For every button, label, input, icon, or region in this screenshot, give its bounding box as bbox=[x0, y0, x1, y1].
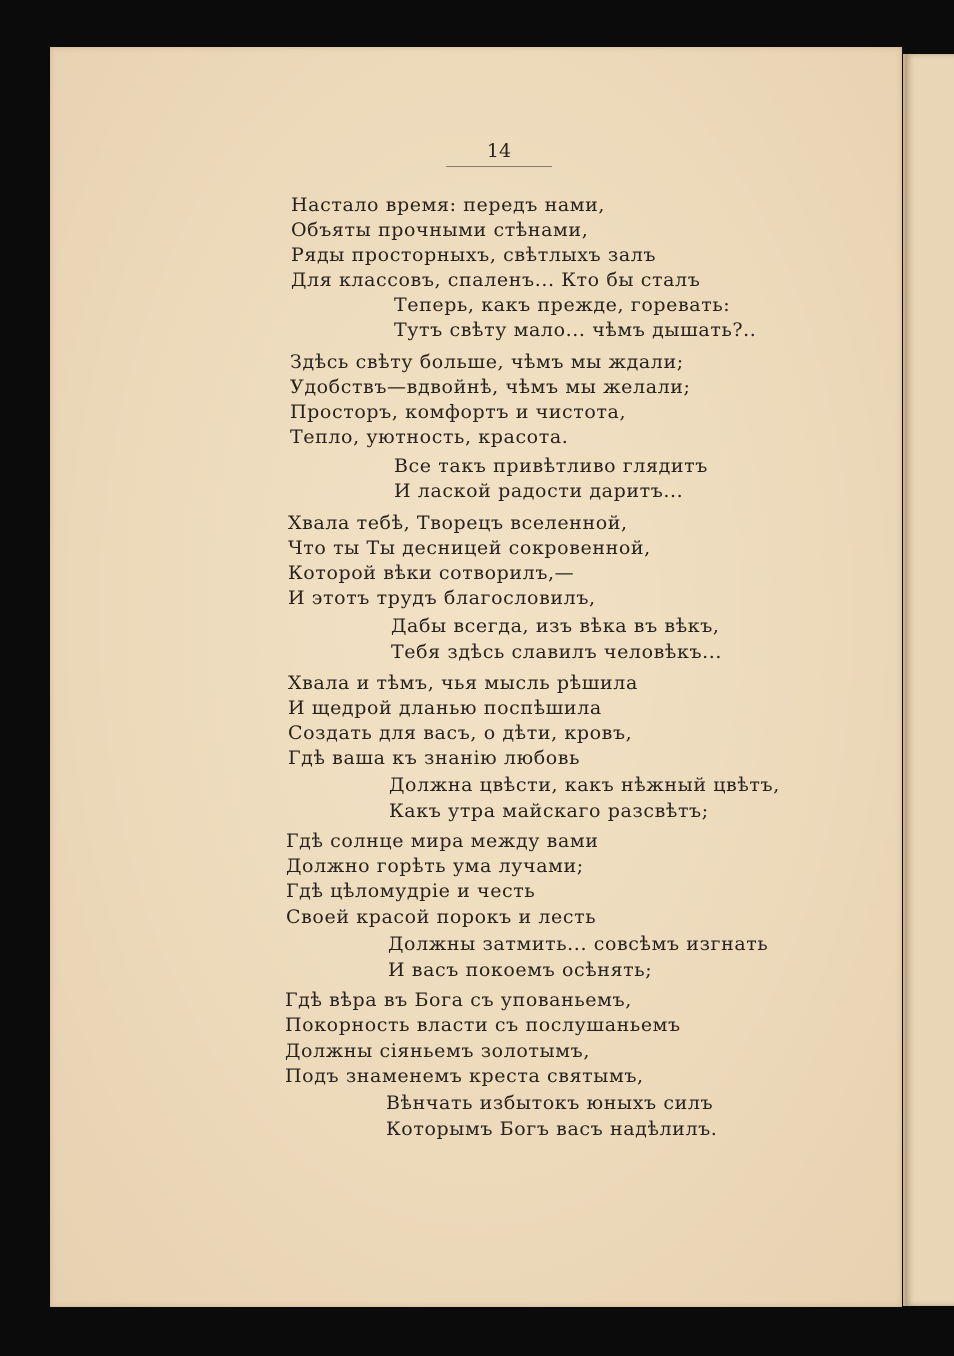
poem-line: Для классовъ, спаленъ... Кто бы сталъ bbox=[291, 269, 701, 291]
poem-line: И васъ покоемъ осѣнять; bbox=[388, 959, 653, 981]
poem-line: Должно горѣть ума лучами; bbox=[286, 855, 584, 877]
poem-line: Покорность власти съ послушаньемъ bbox=[285, 1014, 681, 1036]
poem-line: Какъ утра майскаго разсвѣтъ; bbox=[389, 800, 709, 822]
poem-line: Которой вѣки сотворилъ,— bbox=[288, 562, 575, 584]
poem-line: Гдѣ цѣломудріе и честь bbox=[286, 880, 536, 902]
poem-line: Тепло, уютность, красота. bbox=[290, 426, 569, 448]
poem-line: Гдѣ вѣра въ Бога съ упованьемъ, bbox=[285, 989, 632, 1011]
poem-line: Своей красой порокъ и лесть bbox=[286, 906, 597, 928]
poem-line: Тебя здѣсь славилъ человѣкъ... bbox=[391, 641, 723, 663]
poem-line: Должны затмить... совсѣмъ изгнать bbox=[388, 933, 769, 955]
poem-line: Которымъ Богъ васъ надѣлилъ. bbox=[386, 1118, 718, 1140]
poem-line: Здѣсь свѣту больше, чѣмъ мы ждали; bbox=[290, 351, 684, 373]
poem-line: Теперь, какъ прежде, горевать: bbox=[394, 294, 731, 316]
poem-line: Дабы всегда, изъ вѣка въ вѣкъ, bbox=[391, 615, 720, 637]
poem-line: Ряды просторныхъ, свѣтлыхъ залъ bbox=[291, 244, 657, 266]
poem-line: Тутъ свѣту мало... чѣмъ дышать?.. bbox=[394, 319, 757, 341]
poem-line: И лаской радости даритъ... bbox=[394, 480, 684, 502]
poem-line: Гдѣ ваша къ знанію любовь bbox=[288, 747, 581, 769]
poem-line: Должна цвѣсти, какъ нѣжный цвѣтъ, bbox=[389, 774, 780, 796]
poem-line: Подъ знаменемъ креста святымъ, bbox=[285, 1065, 644, 1087]
poem-line: Хвала и тѣмъ, чья мысль рѣшила bbox=[288, 672, 638, 694]
poem-line: Гдѣ солнце мира между вами bbox=[286, 830, 599, 852]
poem-line: Настало время: передъ нами, bbox=[291, 194, 606, 216]
poem-line: Все такъ привѣтливо глядитъ bbox=[394, 455, 708, 477]
poem-line: Просторъ, комфортъ и чистота, bbox=[290, 401, 627, 423]
poem-line: Создать для васъ, о дѣти, кровъ, bbox=[288, 722, 633, 744]
poem-line: Удобствъ—вдвойнѣ, чѣмъ мы желали; bbox=[290, 376, 691, 398]
poem-line: Должны сіяньемъ золотымъ, bbox=[285, 1040, 590, 1062]
poem-line: Объяты прочными стѣнами, bbox=[291, 219, 589, 241]
poem-line: И щедрой дланью поспѣшила bbox=[288, 697, 602, 719]
poem-line: И этотъ трудъ благословилъ, bbox=[288, 587, 596, 609]
poem-line: Хвала тебѣ, Творецъ вселенной, bbox=[288, 512, 628, 534]
page-number: 14 bbox=[486, 140, 512, 162]
poem-line: Вѣнчать избытокъ юныхъ силъ bbox=[386, 1092, 714, 1114]
poem-line: Что ты Ты десницей сокровенной, bbox=[288, 537, 651, 559]
